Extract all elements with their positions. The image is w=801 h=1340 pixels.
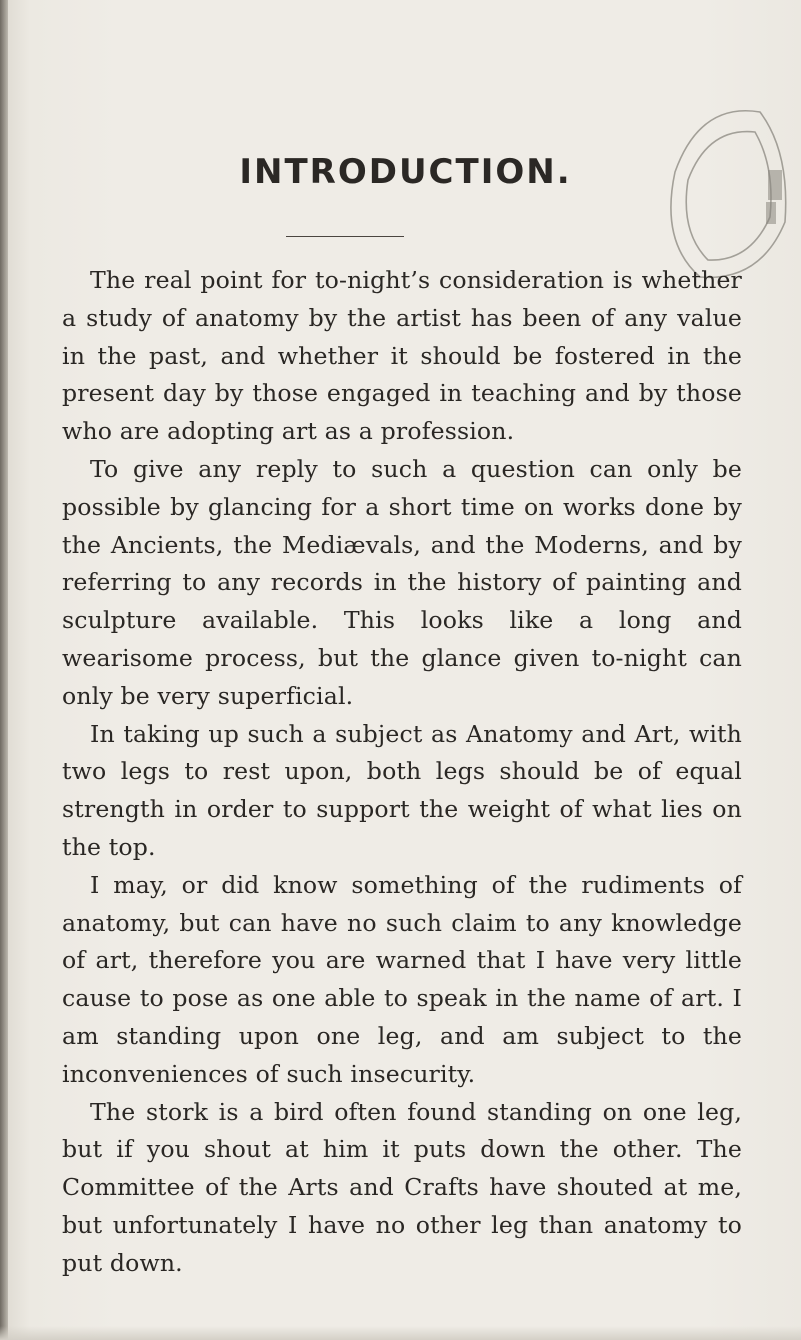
body-text	[62, 262, 742, 1283]
paragraph: In taking up such a subject as Anatomy and Art, with two legs to rest upon, both legs should be of equal strength in order to support the weight of what lies on the top.	[62, 719, 742, 861]
paragraph: The stork is a bird often found standing on one leg, but if you shout at him it puts down the other. The Committee of the Arts and Crafts have shouted at me, but unfortunately I have no other leg than anatomy to put down.	[62, 1097, 742, 1277]
paragraph: To give any reply to such a question can only be possible by glancing for a short time on works done by the Ancients, the Mediævals, and the Moderns, and by referring to any records in the history of painting and sculpture available. This looks like a long and wearisome process, but the glance given to-night can only be very superficial.	[62, 454, 742, 710]
paragraph: I may, or did know something of the rudiments of anatomy, but can have no such claim to any knowledge of art, therefore you are warned that I have very little cause to pose as one able to speak in the name of art. I am standing upon one leg, and am subject to the inconveniences of such insecurity.	[62, 870, 742, 1088]
page-bottom-edge	[0, 1326, 801, 1340]
title-divider	[286, 236, 404, 237]
paragraph: The real point for to-night’s consideration is whether a study of anatomy by the artist has been of any value in the past, and whether it should be fostered in the present day by those engaged in teaching and by those who are adopting art as a profession.	[62, 266, 742, 446]
page-title: INTRODUCTION.	[239, 152, 572, 192]
page-binding-edge	[0, 0, 8, 1340]
